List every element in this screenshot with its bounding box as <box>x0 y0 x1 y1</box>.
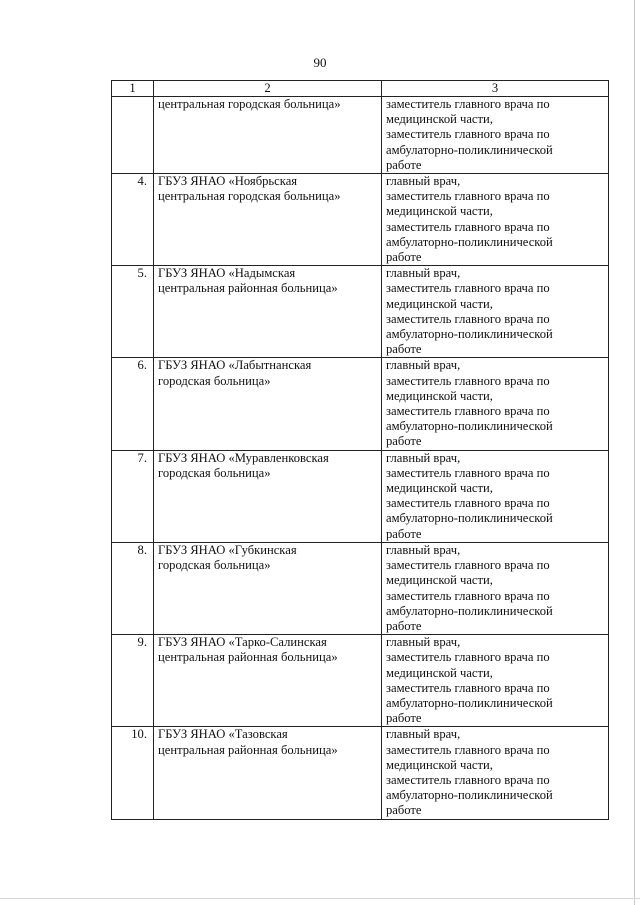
position-line: заместитель главного врача по <box>386 742 550 757</box>
table-header-row <box>112 81 609 97</box>
position-line: амбулаторно-поликлинической <box>386 327 553 342</box>
organization-cell <box>154 97 382 174</box>
page-edge-bottom <box>0 898 640 899</box>
position-line: главный врач, <box>386 358 461 373</box>
position-line: работе <box>386 157 422 172</box>
row-number-cell: 6. <box>112 358 154 450</box>
position-line: медицинской части, <box>386 757 493 772</box>
positions-cell <box>382 635 609 727</box>
organization-cell <box>154 174 382 266</box>
organization-cell <box>154 450 382 542</box>
position-line: заместитель главного врача по <box>386 496 550 511</box>
position-line: амбулаторно-поликлинической <box>386 234 553 249</box>
positions-cell <box>382 727 609 819</box>
organization-line: центральная городская больница» <box>158 189 341 204</box>
position-line: амбулаторно-поликлинической <box>386 419 553 434</box>
organization-line: центральная районная больница» <box>158 281 338 296</box>
position-line: заместитель главного врача по <box>386 404 550 419</box>
organization-line: центральная районная больница» <box>158 650 338 665</box>
organization-line: ГБУЗ ЯНАО «Тазовская <box>158 727 288 742</box>
position-line: амбулаторно-поликлинической <box>386 511 553 526</box>
organization-cell <box>154 266 382 358</box>
document-table <box>111 80 609 820</box>
position-line: работе <box>386 342 422 357</box>
organization-line: ГБУЗ ЯНАО «Тарко-Салинская <box>158 635 327 650</box>
table-row <box>112 542 609 634</box>
table-row <box>112 266 609 358</box>
position-line: заместитель главного врача по <box>386 680 550 695</box>
header-cell-1: 1 <box>112 81 154 97</box>
organization-line: ГБУЗ ЯНАО «Губкинская <box>158 542 297 557</box>
position-line: работе <box>386 526 422 541</box>
position-line: работе <box>386 711 422 726</box>
position-line: медицинской части, <box>386 665 493 680</box>
header-cell-2: 2 <box>154 81 382 97</box>
position-line: заместитель главного врача по <box>386 465 550 480</box>
position-line: главный врач, <box>386 727 461 742</box>
organization-line: городская больница» <box>158 373 271 388</box>
position-line: амбулаторно-поликлинической <box>386 603 553 618</box>
row-number-cell <box>112 97 154 174</box>
table-row <box>112 635 609 727</box>
position-line: заместитель главного врача по <box>386 650 550 665</box>
organization-line: городская больница» <box>158 465 271 480</box>
row-number-cell: 8. <box>112 542 154 634</box>
organization-cell <box>154 635 382 727</box>
organization-line: ГБУЗ ЯНАО «Ноябрьская <box>158 174 298 189</box>
positions-cell <box>382 266 609 358</box>
table-row <box>112 97 609 174</box>
organization-line: ГБУЗ ЯНАО «Надымская <box>158 266 296 281</box>
header-cell-3: 3 <box>382 81 609 97</box>
page-edge-right <box>634 0 635 905</box>
position-line: заместитель главного врача по <box>386 219 550 234</box>
organization-cell <box>154 727 382 819</box>
positions-cell <box>382 97 609 174</box>
page-number: 90 <box>313 55 327 70</box>
position-line: медицинской части, <box>386 112 493 127</box>
position-line: заместитель главного врача по <box>386 281 550 296</box>
positions-cell <box>382 542 609 634</box>
position-line: главный врач, <box>386 635 461 650</box>
position-line: медицинской части, <box>386 296 493 311</box>
row-number-cell: 4. <box>112 174 154 266</box>
organization-line: ГБУЗ ЯНАО «Лабытнанская <box>158 358 312 373</box>
table-row <box>112 358 609 450</box>
position-line: медицинской части, <box>386 204 493 219</box>
organization-line: городская больница» <box>158 558 271 573</box>
position-line: заместитель главного врача по <box>386 772 550 787</box>
organization-line: ГБУЗ ЯНАО «Муравленковская <box>158 450 329 465</box>
position-line: заместитель главного врача по <box>386 311 550 326</box>
table-row <box>112 174 609 266</box>
row-number-cell: 10. <box>112 727 154 819</box>
position-line: работе <box>386 434 422 449</box>
position-line: амбулаторно-поликлинической <box>386 142 553 157</box>
position-line: работе <box>386 250 422 265</box>
position-line: заместитель главного врача по <box>386 373 550 388</box>
position-line: главный врач, <box>386 542 461 557</box>
position-line: заместитель главного врача по <box>386 127 550 142</box>
organization-cell <box>154 358 382 450</box>
position-line: медицинской части, <box>386 573 493 588</box>
position-line: заместитель главного врача по <box>386 97 550 111</box>
position-line: работе <box>386 618 422 633</box>
position-line: заместитель главного врача по <box>386 189 550 204</box>
position-line: медицинской части, <box>386 388 493 403</box>
position-line: работе <box>386 803 422 818</box>
row-number-cell: 7. <box>112 450 154 542</box>
position-line: главный врач, <box>386 266 461 281</box>
position-line: заместитель главного врача по <box>386 588 550 603</box>
position-line: заместитель главного врача по <box>386 558 550 573</box>
row-number-cell: 9. <box>112 635 154 727</box>
positions-cell <box>382 450 609 542</box>
positions-cell <box>382 358 609 450</box>
positions-cell <box>382 174 609 266</box>
table-row <box>112 450 609 542</box>
organization-line: центральная районная больница» <box>158 742 338 757</box>
position-line: амбулаторно-поликлинической <box>386 788 553 803</box>
position-line: амбулаторно-поликлинической <box>386 695 553 710</box>
position-line: медицинской части, <box>386 481 493 496</box>
position-line: главный врач, <box>386 450 461 465</box>
position-line: главный врач, <box>386 174 461 189</box>
organization-line: центральная городская больница» <box>158 97 341 111</box>
table-row <box>112 727 609 819</box>
organization-cell <box>154 542 382 634</box>
row-number-cell: 5. <box>112 266 154 358</box>
